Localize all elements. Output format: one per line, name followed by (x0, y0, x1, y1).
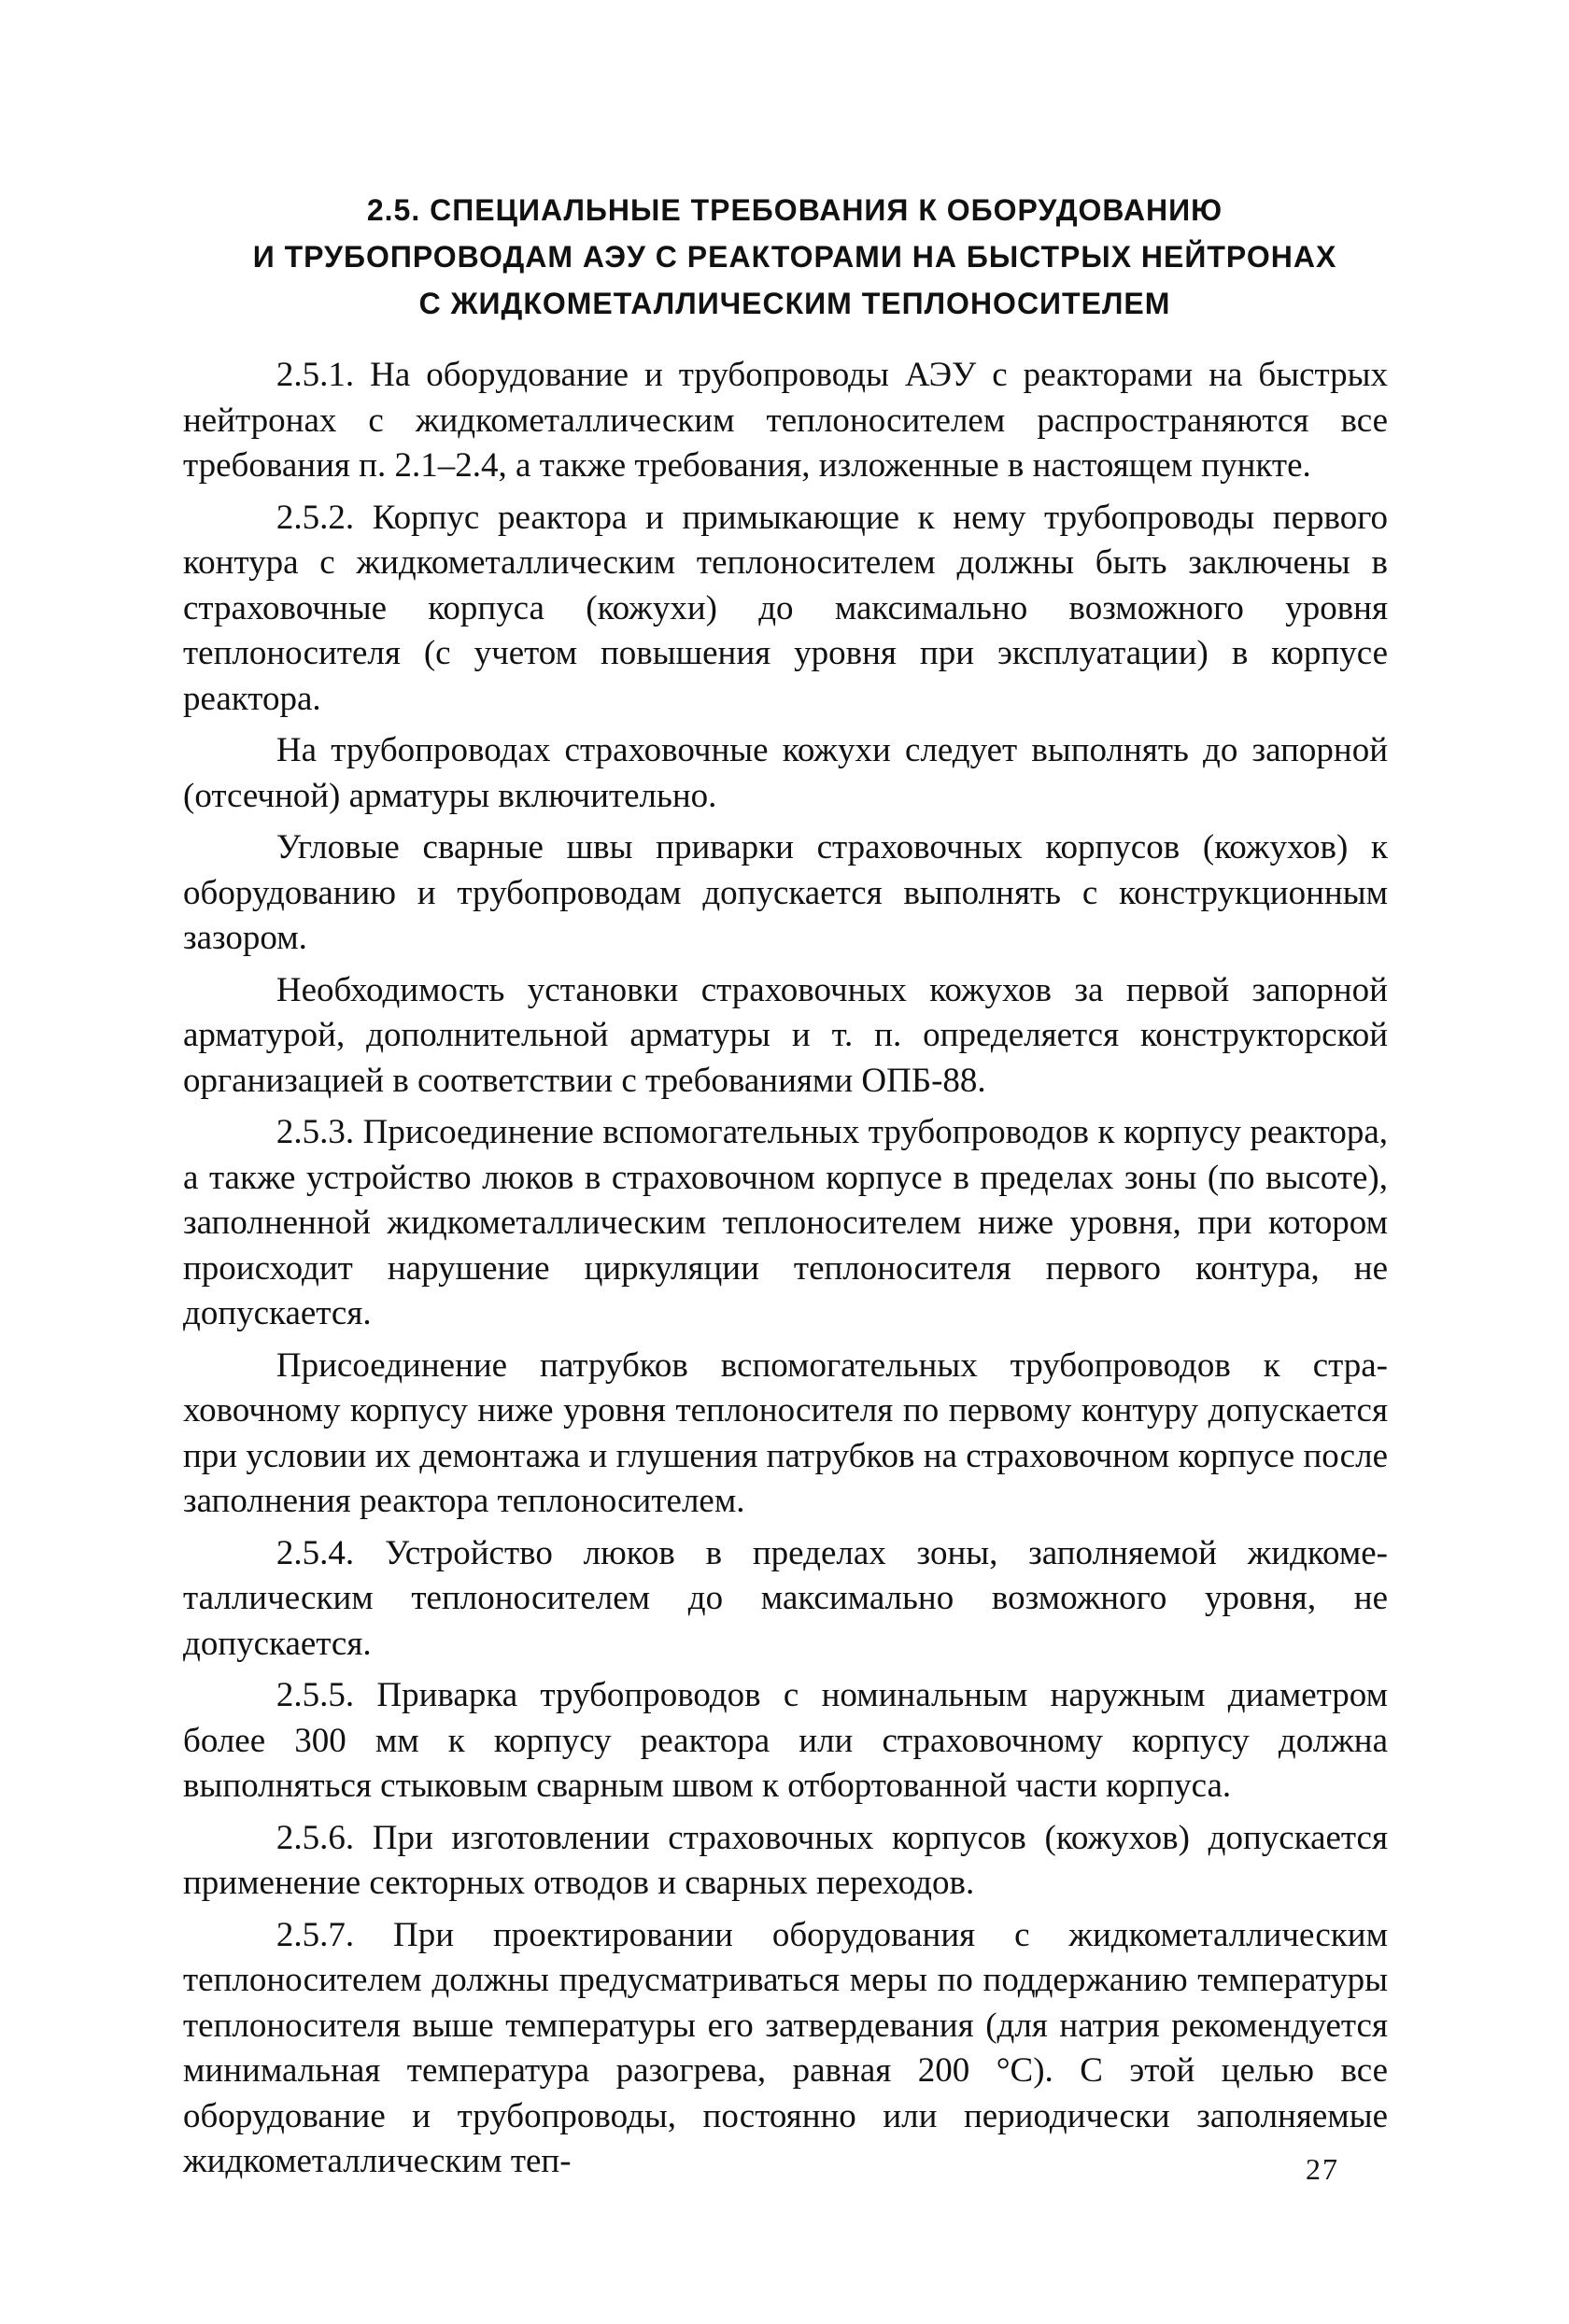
paragraph-2-5-5: 2.5.5. Приварка трубопроводов с номинальным наружным диаметром более 300 мм к корпусу реактора или страховочному корпусу должна выполняться стыковым сварным швом к отбортованной части корпуса. (183, 1676, 1388, 1805)
document-page (183, 187, 1388, 2288)
section-heading-line-3: С ЖИДКОМЕТАЛЛИЧЕСКИМ ТЕПЛОНОСИТЕЛЕМ (418, 287, 1171, 320)
paragraph-2-5-6: 2.5.6. При изготовлении страховочных корпусов (кожухов) допускается применение секторных отводов и сварных переходов. (183, 1818, 1388, 1902)
paragraph-2-5-7: 2.5.7. При проектировании оборудования с жидкометаллическим теплоносителем должны предусматриваться меры по поддержанию температуры теплоносителя выше температуры его затвердевания (для натрия рекомендуется минимальная температура разогрева, равная 200 °С). С этой целью все оборудование и трубопроводы, постоянно или периодически заполняемые жидкометаллическим теп- (183, 1915, 1388, 2180)
body-text (183, 353, 1388, 2185)
paragraph-fillet-welds: Угловые сварные швы приварки страховочных корпусов (кожухов) к оборудованию и трубопроводам допускается выполнять с конструкционным зазором. (183, 828, 1388, 957)
paragraph-2-5-3: 2.5.3. Присоединение вспомогательных трубопроводов к корпусу реактора, а также устройство люков в страховочном корпусе в пределах зоны (по высоте), заполненной жидкометаллическим теплоносителем ниже уровня, при котором происходит нарушение циркуляции теплоносителя первого контура, не допускается. (183, 1113, 1388, 1332)
paragraph-casing-necessity: Необходимость установки страховочных кожухов за первой запорной арматурой, дополнительной арматуры и т. п. определяется конструкторской организацией в соответствии с требованиями ОПБ-88. (183, 970, 1388, 1100)
section-heading-line-2: И ТРУБОПРОВОДАМ АЭУ С РЕАКТОРАМИ НА БЫСТРЫХ НЕЙТРОНАХ (252, 240, 1337, 274)
paragraph-2-5-1: 2.5.1. На оборудование и трубопроводы АЭУ с реакторами на быстрых нейтронах с жидкометаллическим теплоносителем распространяются все требования п. 2.1–2.4, а также требования, изложенные в настоящем пункте. (183, 356, 1388, 485)
paragraph-nozzle-connection: Присоединение патрубков вспомогательных трубопроводов к страховочному корпусу ниже уровня теплоносителя по первому контуру допускается при условии их демонтажа и глушения патрубков на страховочном корпусе после заполнения реактора теплоносителем. (183, 1345, 1388, 1520)
paragraph-casing-pipelines: На трубопроводах страховочные кожухи следует выполнять до запорной (отсечной) арматуры включительно. (183, 731, 1388, 815)
paragraph-2-5-4: 2.5.4. Устройство люков в пределах зоны, заполняемой жидкометаллическим теплоносителем до максимально возможного уровня, не допускается. (183, 1533, 1388, 1663)
section-heading (183, 187, 1388, 327)
paragraph-2-5-2: 2.5.2. Корпус реактора и примыкающие к нему трубопроводы первого контура с жидкометаллическим теплоносителем должны быть заключены в страховочные корпуса (кожухи) до максимально возможного уровня теплоносителя (с учетом повышения уровня при эксплуатации) в корпусе реактора. (183, 498, 1388, 718)
section-heading-line-1: 2.5. СПЕЦИАЛЬНЫЕ ТРЕБОВАНИЯ К ОБОРУДОВАНИЮ (366, 193, 1223, 227)
page-number: 27 (1306, 2152, 1339, 2186)
